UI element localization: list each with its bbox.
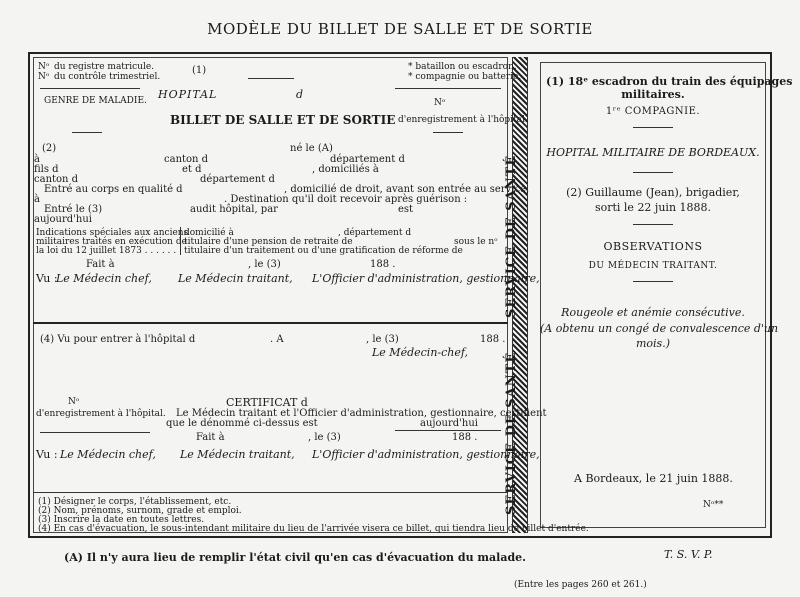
- reg-matricule: du registre matricule.: [54, 62, 155, 72]
- bataillon: * bataillon ou escadron.: [408, 62, 517, 72]
- et-d: et d: [182, 164, 202, 175]
- footnote-one: (1) Désigner le corps, l'établissement, etc.: [38, 497, 232, 507]
- tsvp: T. S. V. P.: [664, 548, 713, 561]
- right-form-panel: [540, 62, 779, 528]
- conge-one: (A obtenu un congé de convalescence d'un: [540, 322, 779, 335]
- page-title: MODÈLE DU BILLET DE SALLE ET DE SORTIE: [207, 20, 593, 38]
- rule-right-one: [633, 127, 673, 128]
- destination: . Destination qu'il doit recevoir après guérison :: [224, 194, 468, 205]
- vertical-label-bottom: SERVICE DE SANTÉ: [504, 351, 519, 515]
- rule-right-four: [633, 281, 673, 282]
- short-line: [72, 132, 102, 133]
- footnote-two: (2) Nom, prénoms, surnom, grade et emploi.: [38, 506, 242, 516]
- canton: canton d: [164, 154, 209, 165]
- medecin-chef-two: Le Médecin-chef,: [372, 346, 469, 359]
- blank-line-two: [40, 432, 150, 433]
- vertical-label-top: SERVICE DE SANTÉ: [504, 154, 519, 318]
- cert-text-two: que le dénommé ci-dessus est: [166, 418, 318, 429]
- footnote-rule: [33, 492, 508, 493]
- aujourdhui: aujourd'hui: [34, 214, 92, 225]
- cert-text-one: Le Médecin traitant et l'Officier d'administration, gestionnaire, certifient: [176, 408, 547, 419]
- ctrl-no: Nᵒ: [38, 72, 50, 82]
- rule-right-two: [633, 172, 673, 173]
- footnote-three: (3) Inscrire la date en toutes lettres.: [38, 515, 205, 525]
- compagnie-right: 1ʳᵉ COMPAGNIE.: [605, 106, 701, 117]
- year-188-c: 188 .: [452, 432, 478, 443]
- sorti: sorti le 22 juin 1888.: [594, 201, 712, 214]
- fils: fils d: [34, 164, 59, 175]
- est: est: [398, 204, 414, 215]
- blank-line: [248, 78, 294, 79]
- blank-line-three: [395, 430, 501, 431]
- hopital-d: d: [296, 88, 304, 101]
- fait-a-two: Fait à: [196, 432, 225, 443]
- footnote-four: (4) En cas d'évacuation, le sous-intendant militaire du lieu de l'arrivée visera ce billet, qui tiendra lieu de billet d'entrée.: [38, 524, 589, 534]
- titulaire-one: titulaire d'une pension de retraite de: [184, 237, 353, 247]
- note-one: (1): [192, 65, 207, 76]
- point-a: . A: [270, 334, 284, 345]
- n-right-panel: Nᵒ**: [703, 500, 724, 510]
- year-188-b: 188 .: [480, 334, 506, 345]
- genre-maladie: GENRE DE MALADIE.: [44, 96, 147, 106]
- medecin-chef-three: Le Médecin chef,: [60, 448, 156, 461]
- note-a: (A) Il n'y aura lieu de remplir l'état civil qu'en cas d'évacuation du malade.: [64, 551, 526, 564]
- indic-three: la loi du 12 juillet 1873 . . . . . .: [36, 246, 177, 256]
- short-line-right: [433, 132, 463, 133]
- bordeaux-date: A Bordeaux, le 21 juin 1888.: [574, 472, 733, 485]
- ctrl-trim: du contrôle trimestriel.: [54, 72, 161, 82]
- escadron: (1) 18ᵉ escadron du train des équipages: [546, 75, 793, 88]
- departement-two: département d: [200, 174, 275, 185]
- medecin-traitant: Le Médecin traitant,: [178, 272, 293, 285]
- indic-two: militaires traités en exécution de: [36, 237, 187, 247]
- rougeole: Rougeole et anémie consécutive.: [561, 306, 745, 319]
- le-three-b: , le (3): [366, 334, 399, 345]
- entre-le: Entré le (3): [44, 204, 103, 215]
- pages-note: (Entre les pages 260 et 261.): [514, 580, 647, 590]
- entre-corps: Entré au corps en qualité d: [44, 184, 183, 195]
- du-medecin: DU MÉDECIN TRAITANT.: [588, 261, 718, 271]
- a-one: à: [34, 154, 40, 165]
- le-three: , le (3): [248, 259, 281, 270]
- hopital-militaire: HOPITAL MILITAIRE DE BORDEAUX.: [546, 146, 760, 159]
- section-divider: [33, 322, 508, 324]
- medecin-traitant-two: Le Médecin traitant,: [180, 448, 295, 461]
- enreg-line: [395, 88, 501, 89]
- four-vu: (4) Vu pour entrer à l'hôpital d: [40, 334, 196, 345]
- canton-d: canton d: [34, 174, 79, 185]
- two-label: (2): [42, 143, 57, 154]
- officier-two: L'Officier d'administration, gestionnaire,: [312, 448, 540, 461]
- sous-le-n: sous le nᵒ: [454, 237, 498, 247]
- enregistrement-two: d'enregistrement à l'hôpital.: [36, 409, 166, 419]
- vu-two: Vu :: [36, 448, 58, 461]
- left-form-panel: [33, 57, 508, 533]
- compagnie: * compagnie ou batterie.: [408, 72, 522, 82]
- enregistrement: d'enregistrement à l'hôpital.: [398, 115, 528, 125]
- titulaire-two: titulaire d'un traitement ou d'une gratification de réforme de: [184, 246, 463, 256]
- departement-three: , département d: [338, 228, 412, 238]
- domicilies: , domiciliés à: [312, 164, 379, 175]
- year-188: 188 .: [370, 259, 396, 270]
- departement-one: département d: [330, 154, 405, 165]
- billet-title: BILLET DE SALLE ET DE SORTIE: [170, 113, 396, 127]
- aujourdhui-two: aujourd'hui: [420, 418, 478, 429]
- reg-no: Nᵒ: [38, 62, 50, 72]
- guillaume: (2) Guillaume (Jean), brigadier,: [566, 186, 740, 199]
- domicilie-a: domicilié à: [184, 228, 234, 238]
- ne-le: né le (A): [290, 143, 333, 154]
- militaires: militaires.: [621, 88, 685, 101]
- n-right: Nᵒ: [434, 98, 446, 108]
- hopital-label: HOPITAL: [158, 88, 218, 101]
- officier: L'Officier d'administration, gestionnaire,: [312, 272, 540, 285]
- vu: Vu :: [36, 272, 58, 285]
- le-three-c: , le (3): [308, 432, 341, 443]
- bracket: [180, 227, 181, 255]
- medecin-chef: Le Médecin chef,: [56, 272, 152, 285]
- certificat: CERTIFICAT d: [226, 396, 308, 409]
- rule-right-three: [633, 224, 673, 225]
- n-two: Nᵒ: [68, 397, 80, 407]
- domicilie-droit: , domicilié de droit, avant son entrée au service,: [284, 184, 530, 195]
- fait-a: Fait à: [86, 259, 115, 270]
- conge-two: mois.): [635, 337, 670, 350]
- indic-one: Indications spéciales aux anciens: [36, 228, 189, 238]
- audit: audit hôpital, par: [190, 204, 278, 215]
- genre-line: [40, 88, 140, 89]
- observations: OBSERVATIONS: [603, 240, 703, 253]
- a-two: à: [34, 194, 40, 205]
